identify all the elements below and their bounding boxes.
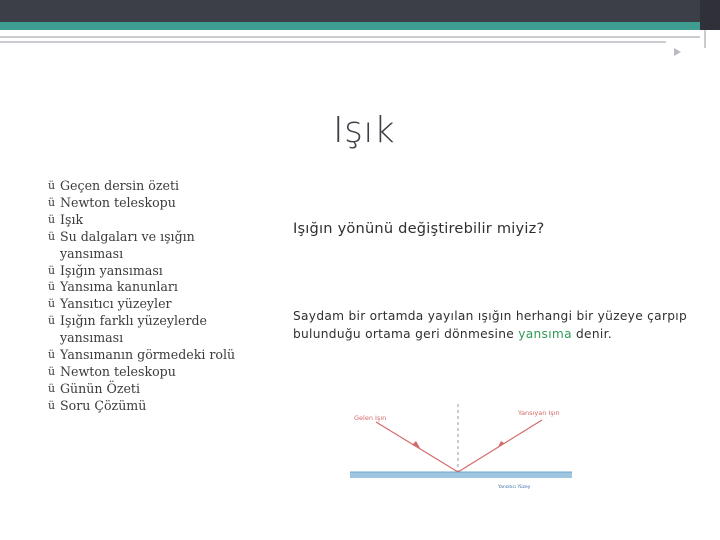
top-bar — [0, 0, 720, 22]
corner-bracket — [704, 30, 706, 48]
incident-label: Gelen Işın — [354, 414, 387, 422]
incident-ray — [376, 422, 458, 472]
definition-text-end: denir. — [571, 327, 612, 341]
topic-item — [48, 195, 238, 212]
checkmark-icon: ü — [48, 398, 56, 412]
topic-item-label: Yansıma kanunları — [60, 279, 178, 295]
topic-item — [48, 313, 238, 347]
definition-keyword: yansıma — [518, 327, 572, 341]
top-bar-corner — [700, 0, 720, 30]
topic-list — [48, 178, 238, 415]
topic-item-label: Günün Özeti — [60, 380, 141, 396]
checkmark-icon: ü — [48, 314, 56, 328]
topic-item — [48, 229, 238, 263]
checkmark-icon: ü — [48, 195, 56, 209]
reflected-ray — [458, 420, 542, 472]
reflective-surface — [350, 472, 572, 478]
topic-item — [48, 296, 238, 313]
accent-bar — [0, 22, 700, 30]
divider-line-2 — [0, 41, 666, 43]
checkmark-icon: ü — [48, 381, 56, 395]
topic-item-label: Geçen dersin özeti — [60, 178, 180, 193]
surface-label: Yansıtıcı Yüzey — [498, 485, 531, 490]
topic-item-label: Işığın yansıması — [60, 262, 163, 278]
play-arrow-icon — [674, 48, 681, 56]
question-text: Işığın yönünü değiştirebilir miyiz? — [293, 220, 545, 237]
topic-item — [48, 347, 238, 364]
checkmark-icon: ü — [48, 263, 56, 277]
definition-text-start: Saydam bir ortamda yayılan ışığın herhangi bir yüzeye çarpıp bulunduğu ortama geri dönmesine — [293, 309, 688, 341]
slide-title: Işık — [333, 110, 396, 151]
divider-line — [0, 36, 700, 38]
checkmark-icon: ü — [48, 280, 56, 294]
topic-item — [48, 279, 238, 296]
topic-item-label: Işık — [60, 211, 84, 227]
topic-item-label: Yansımanın görmedeki rolü — [60, 347, 236, 363]
topic-item — [48, 178, 238, 195]
topic-item — [48, 263, 238, 280]
topic-item — [48, 212, 238, 229]
topic-item-label: Newton teleskopu — [60, 363, 176, 379]
topic-item — [48, 364, 238, 381]
checkmark-icon: ü — [48, 297, 56, 311]
definition-text — [293, 307, 703, 343]
reflected-label: Yansıyan Işın — [518, 409, 560, 417]
checkmark-icon: ü — [48, 364, 56, 378]
checkmark-icon: ü — [48, 229, 56, 243]
reflection-diagram — [346, 398, 576, 498]
checkmark-icon: ü — [48, 179, 56, 192]
topic-item — [48, 398, 238, 415]
checkmark-icon: ü — [48, 348, 56, 362]
checkmark-icon: ü — [48, 212, 56, 226]
topic-item-label: Su dalgaları ve ışığın yansıması — [60, 228, 195, 261]
topic-item-label: Soru Çözümü — [60, 397, 147, 413]
topic-item — [48, 381, 238, 398]
topic-item-label: Işığın farklı yüzeylerde yansıması — [60, 313, 207, 346]
topic-item-label: Yansıtıcı yüzeyler — [60, 296, 172, 312]
topic-item-label: Newton teleskopu — [60, 194, 176, 210]
